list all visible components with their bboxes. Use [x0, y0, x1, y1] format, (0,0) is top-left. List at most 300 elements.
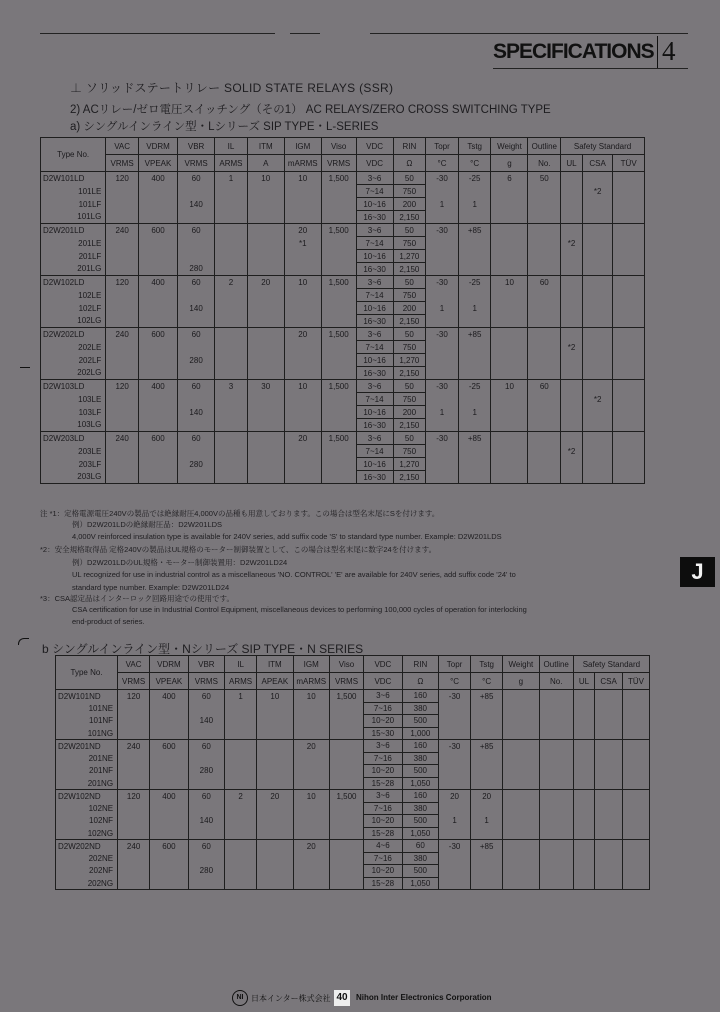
spec-cell [225, 702, 257, 715]
type-number-cell: D2W203LD [41, 432, 106, 445]
spec-cell: 10 [491, 276, 528, 289]
spec-cell [150, 802, 189, 815]
spec-cell [471, 827, 503, 840]
spec-cell: 16~30 [356, 315, 393, 328]
spec-cell [150, 752, 189, 765]
spec-cell: 1,050 [402, 777, 438, 790]
section_l-unit-6: VRMS [321, 155, 356, 172]
spec-cell [613, 406, 645, 419]
spec-cell [257, 715, 293, 728]
spec-cell [321, 198, 356, 211]
spec-cell: +85 [458, 328, 491, 341]
section_l-unit-12: No. [528, 155, 561, 172]
spec-cell: 3~6 [364, 790, 403, 803]
spec-cell: 240 [106, 432, 139, 445]
spec-cell [595, 702, 623, 715]
spec-cell [573, 840, 594, 853]
spec-cell [582, 432, 612, 445]
type-number-cell: 102NE [56, 802, 118, 815]
spec-cell [528, 341, 561, 354]
spec-cell [458, 250, 491, 263]
spec-cell [178, 445, 215, 458]
type-number-cell: D2W201LD [41, 224, 106, 237]
spec-cell: *2 [561, 445, 583, 458]
spec-cell: 380 [402, 702, 438, 715]
spec-cell [426, 237, 459, 250]
page-number: 40 [334, 990, 350, 1006]
type-number-cell: 201NE [56, 752, 118, 765]
spec-cell [257, 802, 293, 815]
spec-cell [106, 250, 139, 263]
spec-cell: 10 [491, 380, 528, 393]
spec-cell [561, 380, 583, 393]
spec-cell [178, 315, 215, 328]
spec-cell [150, 727, 189, 740]
spec-cell [118, 715, 150, 728]
spec-cell [539, 840, 573, 853]
spec-cell [491, 354, 528, 367]
spec-cell [150, 865, 189, 878]
spec-cell: 1,500 [329, 790, 363, 803]
section-index-tab[interactable]: J [680, 557, 715, 587]
spec-cell [458, 237, 491, 250]
spec-cell [321, 406, 356, 419]
spec-cell [458, 185, 491, 198]
spec-cell: 7~16 [364, 702, 403, 715]
spec-cell: 10 [284, 380, 321, 393]
spec-cell [247, 289, 284, 302]
spec-cell [215, 263, 248, 276]
spec-cell [471, 802, 503, 815]
spec-cell [106, 237, 139, 250]
spec-cell [613, 354, 645, 367]
spec-cell [503, 852, 539, 865]
spec-cell: 20 [284, 224, 321, 237]
spec-cell [321, 393, 356, 406]
section_l-unit-2: VRMS [178, 155, 215, 172]
section_n-header-11: Tstg [471, 656, 503, 673]
type-number-cell: 103LE [41, 393, 106, 406]
spec-cell [321, 237, 356, 250]
spec-cell [623, 852, 650, 865]
section_l-unit-15: TÜV [613, 155, 645, 172]
spec-cell [225, 727, 257, 740]
spec-cell [138, 393, 177, 406]
spec-cell [439, 715, 471, 728]
spec-cell [293, 727, 329, 740]
spec-cell: 10 [247, 172, 284, 185]
section_l-header-10: Topr [426, 138, 459, 155]
spec-cell [106, 419, 139, 432]
spec-cell [561, 354, 583, 367]
spec-cell: -30 [426, 224, 459, 237]
spec-cell [329, 752, 363, 765]
table-row [41, 237, 645, 250]
spec-cell [321, 263, 356, 276]
spec-cell: 7~14 [356, 237, 393, 250]
spec-cell [247, 341, 284, 354]
type-number-cell: 202LF [41, 354, 106, 367]
type-number-cell: D2W102LD [41, 276, 106, 289]
spec-cell: 2,150 [393, 419, 426, 432]
spec-cell [491, 328, 528, 341]
spec-cell [439, 865, 471, 878]
spec-cell [582, 198, 612, 211]
spec-cell [118, 702, 150, 715]
spec-cell: -25 [458, 380, 491, 393]
spec-cell: 20 [257, 790, 293, 803]
spec-cell: 16~30 [356, 471, 393, 484]
spec-cell [225, 765, 257, 778]
spec-cell: +85 [471, 690, 503, 703]
spec-cell [491, 224, 528, 237]
spec-cell [215, 341, 248, 354]
spec-cell [106, 471, 139, 484]
spec-cell: 10~16 [356, 406, 393, 419]
spec-cell [150, 702, 189, 715]
spec-cell [106, 445, 139, 458]
spec-cell [491, 458, 528, 471]
spec-cell [293, 827, 329, 840]
spec-cell [257, 777, 293, 790]
section_l-header-0: Type No. [41, 138, 106, 172]
spec-cell: 60 [188, 790, 224, 803]
spec-cell [595, 840, 623, 853]
spec-cell [284, 445, 321, 458]
spec-cell [257, 852, 293, 865]
type-number-cell: 102LG [41, 315, 106, 328]
table-row [56, 865, 650, 878]
spec-cell [573, 752, 594, 765]
spec-cell [215, 406, 248, 419]
spec-cell: 750 [393, 341, 426, 354]
spec-cell [215, 367, 248, 380]
spec-cell [613, 250, 645, 263]
spec-cell: 60 [188, 840, 224, 853]
spec-cell: 15~28 [364, 777, 403, 790]
spec-cell: 30 [247, 380, 284, 393]
spec-cell [439, 727, 471, 740]
section_n-unit-10: °C [471, 673, 503, 690]
spec-cell [138, 341, 177, 354]
spec-cell: 200 [393, 302, 426, 315]
spec-cell [138, 419, 177, 432]
spec-cell [293, 702, 329, 715]
spec-cell: -30 [439, 690, 471, 703]
spec-cell [503, 702, 539, 715]
spec-cell [215, 237, 248, 250]
spec-cell [595, 715, 623, 728]
spec-cell [178, 471, 215, 484]
section_n-header-12: Weight [503, 656, 539, 673]
spec-cell [458, 341, 491, 354]
spec-cell [458, 315, 491, 328]
spec-cell [528, 458, 561, 471]
spec-cell [613, 315, 645, 328]
spec-cell [491, 211, 528, 224]
spec-cell [118, 877, 150, 890]
spec-cell [284, 302, 321, 315]
spec-cell: 240 [106, 328, 139, 341]
spec-cell: 10~20 [364, 715, 403, 728]
spec-cell [293, 802, 329, 815]
spec-cell [528, 471, 561, 484]
spec-cell [138, 315, 177, 328]
spec-cell: 16~30 [356, 367, 393, 380]
n-series-heading: b シングルインライン型・Nシリーズ SIP TYPE・N SERIES [42, 642, 364, 656]
spec-cell [257, 740, 293, 753]
spec-cell [321, 458, 356, 471]
spec-cell [561, 185, 583, 198]
spec-cell [439, 777, 471, 790]
spec-cell [582, 354, 612, 367]
spec-cell [491, 302, 528, 315]
spec-cell [225, 840, 257, 853]
table-row [41, 471, 645, 484]
spec-cell [225, 802, 257, 815]
section_l-header-5: ITM [247, 138, 284, 155]
spec-cell: 3~6 [356, 276, 393, 289]
spec-cell [150, 715, 189, 728]
spec-cell [178, 237, 215, 250]
spec-cell [247, 458, 284, 471]
footnote-line: 注 *1：定格電源電圧240Vの製品では絶縁耐圧4,000Vの品種も用意しております。この場合は型名末尾にSを付けます。 [40, 509, 440, 518]
spec-cell: 500 [402, 765, 438, 778]
spec-cell [178, 289, 215, 302]
spec-cell [118, 765, 150, 778]
spec-cell [439, 752, 471, 765]
spec-cell [426, 419, 459, 432]
spec-cell [458, 445, 491, 458]
spec-cell [284, 263, 321, 276]
spec-cell: 20 [293, 740, 329, 753]
spec-cell: 400 [150, 690, 189, 703]
type-number-cell: 201NF [56, 765, 118, 778]
spec-cell [321, 445, 356, 458]
table-row [56, 790, 650, 803]
footnote-line: *2：安全規格取得品 定格240Vの製品はUL規格のモーター制御装置として、この場合は型名末尾に数字24を付けます。 [40, 545, 437, 554]
section_n-header-8: VDC [364, 656, 403, 673]
type-number-cell: D2W202LD [41, 328, 106, 341]
spec-cell [595, 815, 623, 828]
table-row [41, 354, 645, 367]
spec-cell [503, 877, 539, 890]
spec-cell: 10~16 [356, 198, 393, 211]
table-row [56, 690, 650, 703]
spec-cell [106, 302, 139, 315]
spec-cell: 1 [439, 815, 471, 828]
spec-cell [582, 302, 612, 315]
spec-cell [503, 765, 539, 778]
section_n-header-0: Type No. [56, 656, 118, 690]
spec-cell [293, 852, 329, 865]
section_n-header-14: Safety Standard [573, 656, 649, 673]
spec-cell [573, 877, 594, 890]
spec-cell [613, 432, 645, 445]
spec-cell [426, 289, 459, 302]
spec-cell [539, 765, 573, 778]
spec-cell: 60 [178, 276, 215, 289]
spec-cell: 3~6 [356, 432, 393, 445]
spec-cell: 1 [458, 198, 491, 211]
footnote-line: CSA certification for use in Industrial Control Equipment, miscellaneous devices to performing 100,000 cycles of operation for interlocking [72, 605, 527, 614]
spec-cell [539, 877, 573, 890]
table-row [56, 802, 650, 815]
spec-cell: 400 [150, 790, 189, 803]
spec-cell [561, 315, 583, 328]
spec-cell [118, 777, 150, 790]
section_l-header-8: VDC [356, 138, 393, 155]
spec-cell: 280 [178, 263, 215, 276]
spec-cell: 280 [188, 865, 224, 878]
table-row [41, 263, 645, 276]
spec-cell [491, 406, 528, 419]
table-row [41, 341, 645, 354]
spec-cell [225, 815, 257, 828]
spec-cell: 2 [225, 790, 257, 803]
spec-cell [178, 367, 215, 380]
spec-cell: -25 [458, 276, 491, 289]
spec-cell [528, 185, 561, 198]
spec-cell: 60 [528, 276, 561, 289]
spec-cell [321, 341, 356, 354]
type-number-cell: 101NF [56, 715, 118, 728]
spec-cell [439, 827, 471, 840]
spec-cell: 380 [402, 852, 438, 865]
spec-cell [138, 367, 177, 380]
spec-cell [247, 419, 284, 432]
type-number-cell: 201LG [41, 263, 106, 276]
subsection-heading: 2) ACリレー/ゼロ電圧スイッチング（その1） AC RELAYS/ZERO CROSS SWITCHING TYPE [70, 104, 551, 116]
spec-cell [293, 777, 329, 790]
bracket-mark [18, 638, 29, 645]
type-number-cell: 203LE [41, 445, 106, 458]
spec-cell [528, 393, 561, 406]
spec-cell [528, 198, 561, 211]
spec-cell: *2 [582, 185, 612, 198]
spec-cell [426, 458, 459, 471]
table-row [41, 224, 645, 237]
spec-cell [623, 865, 650, 878]
n-series-spec-table [55, 655, 650, 890]
section_n-unit-3: ARMS [225, 673, 257, 690]
section_n-unit-13: UL [573, 673, 594, 690]
spec-cell [561, 263, 583, 276]
spec-cell [247, 302, 284, 315]
table-row [56, 840, 650, 853]
spec-cell [215, 419, 248, 432]
spec-cell [247, 263, 284, 276]
spec-cell: 1,050 [402, 827, 438, 840]
spec-cell [503, 815, 539, 828]
spec-cell [426, 263, 459, 276]
spec-cell [106, 406, 139, 419]
section_n-unit-2: VRMS [188, 673, 224, 690]
spec-cell: +85 [458, 432, 491, 445]
spec-cell [247, 432, 284, 445]
section_l-header-2: VDRM [138, 138, 177, 155]
spec-cell [491, 185, 528, 198]
spec-cell [257, 727, 293, 740]
spec-cell [225, 865, 257, 878]
spec-cell: 1 [458, 406, 491, 419]
spec-cell: 240 [118, 740, 150, 753]
spec-cell [471, 715, 503, 728]
section_l-unit-9: °C [426, 155, 459, 172]
spec-cell [623, 740, 650, 753]
spec-cell [539, 852, 573, 865]
section_l-header-11: Tstg [458, 138, 491, 155]
spec-cell: 50 [393, 380, 426, 393]
spec-cell: 140 [178, 198, 215, 211]
spec-cell [329, 715, 363, 728]
section_l-header-13: Outline [528, 138, 561, 155]
spec-cell: 1 [215, 172, 248, 185]
spec-cell: 10~16 [356, 250, 393, 263]
spec-cell: 60 [402, 840, 438, 853]
spec-cell: 2,150 [393, 315, 426, 328]
table-row [41, 250, 645, 263]
spec-cell [582, 341, 612, 354]
spec-cell: 200 [393, 406, 426, 419]
spec-cell [178, 211, 215, 224]
spec-cell [539, 690, 573, 703]
footer-company-jp: 日本インター株式会社 [251, 994, 331, 1003]
spec-cell: 2,150 [393, 471, 426, 484]
spec-cell [623, 702, 650, 715]
spec-cell [247, 315, 284, 328]
spec-cell: 3~6 [364, 690, 403, 703]
spec-cell: 15~28 [364, 877, 403, 890]
spec-cell [491, 263, 528, 276]
spec-cell [573, 740, 594, 753]
spec-cell: 3~6 [364, 740, 403, 753]
spec-cell [561, 458, 583, 471]
section-number: 4 [662, 36, 676, 66]
section_n-unit-0: VRMS [118, 673, 150, 690]
spec-cell [613, 302, 645, 315]
spec-cell [257, 827, 293, 840]
spec-cell [426, 250, 459, 263]
spec-cell [613, 458, 645, 471]
spec-cell [150, 852, 189, 865]
spec-cell [503, 865, 539, 878]
table-row [56, 877, 650, 890]
spec-cell [118, 815, 150, 828]
section_n-unit-12: No. [539, 673, 573, 690]
spec-cell: 10~16 [356, 354, 393, 367]
table-row [56, 777, 650, 790]
spec-cell [528, 328, 561, 341]
type-number-cell: D2W101LD [41, 172, 106, 185]
spec-cell [491, 471, 528, 484]
spec-cell: 20 [284, 328, 321, 341]
spec-cell: 240 [106, 224, 139, 237]
spec-cell [595, 877, 623, 890]
spec-cell [426, 471, 459, 484]
section_l-unit-7: VDC [356, 155, 393, 172]
spec-cell [623, 752, 650, 765]
type-number-cell: D2W202ND [56, 840, 118, 853]
section_l-unit-5: mARMS [284, 155, 321, 172]
spec-cell [188, 827, 224, 840]
table-row [56, 752, 650, 765]
spec-cell [623, 777, 650, 790]
spec-cell: -30 [426, 380, 459, 393]
spec-cell [595, 827, 623, 840]
section_n-header-4: IL [225, 656, 257, 673]
spec-cell [528, 263, 561, 276]
